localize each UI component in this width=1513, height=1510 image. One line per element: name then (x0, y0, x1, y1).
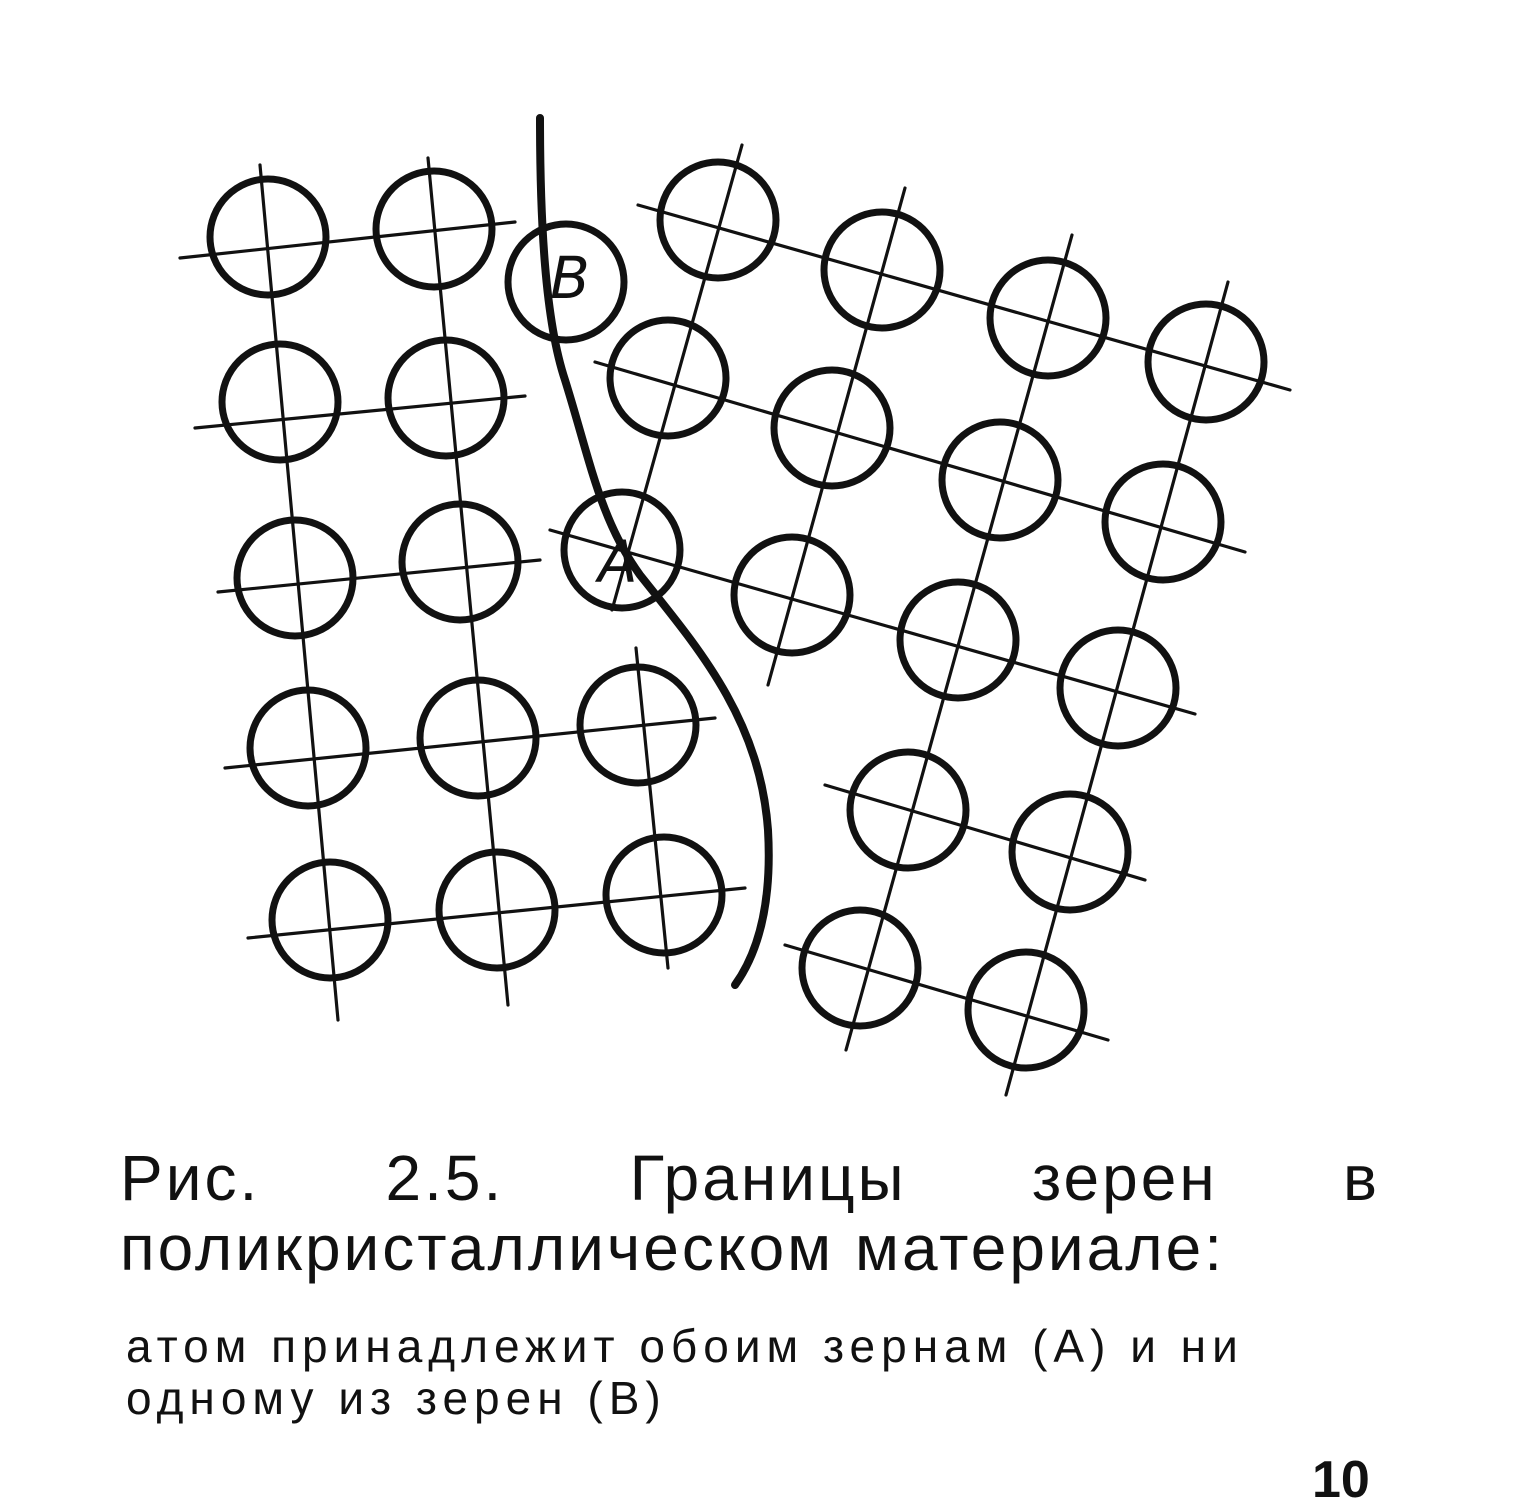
atom-label-b: B (550, 244, 590, 312)
row-line-right-3 (550, 530, 1195, 714)
atom-right-grain-5 (610, 320, 726, 436)
column-line-right-3 (846, 235, 1072, 1050)
column-line-right-4 (1006, 282, 1228, 1095)
page-number: 10 (1312, 1451, 1370, 1509)
atom-right-grain-1 (660, 162, 776, 278)
atom-right-grain-10 (900, 582, 1016, 698)
column-line-left-3 (636, 648, 668, 968)
row-line-left-3 (218, 560, 540, 592)
row-line-left-4 (225, 718, 715, 768)
figure-caption-title: Рис. 2.5. Границы зерен в поликристаллическом материале: (120, 1142, 1380, 1284)
row-line-right-1 (638, 205, 1290, 390)
atom-left-grain-6 (402, 504, 518, 620)
row-line-right-2 (595, 362, 1245, 552)
row-line-left-1 (180, 222, 515, 258)
figure-caption-description: атом принадлежит обоим зернам (А) и ни одному из зерен (В) (126, 1320, 1244, 1424)
atom-right-grain-6 (774, 370, 890, 486)
atom-right-grain-15 (968, 952, 1084, 1068)
atom-label-a: A (598, 528, 638, 596)
row-line-left-2 (195, 396, 525, 428)
atom-left-grain-3 (222, 344, 338, 460)
atom-right-grain-13 (1012, 794, 1128, 910)
